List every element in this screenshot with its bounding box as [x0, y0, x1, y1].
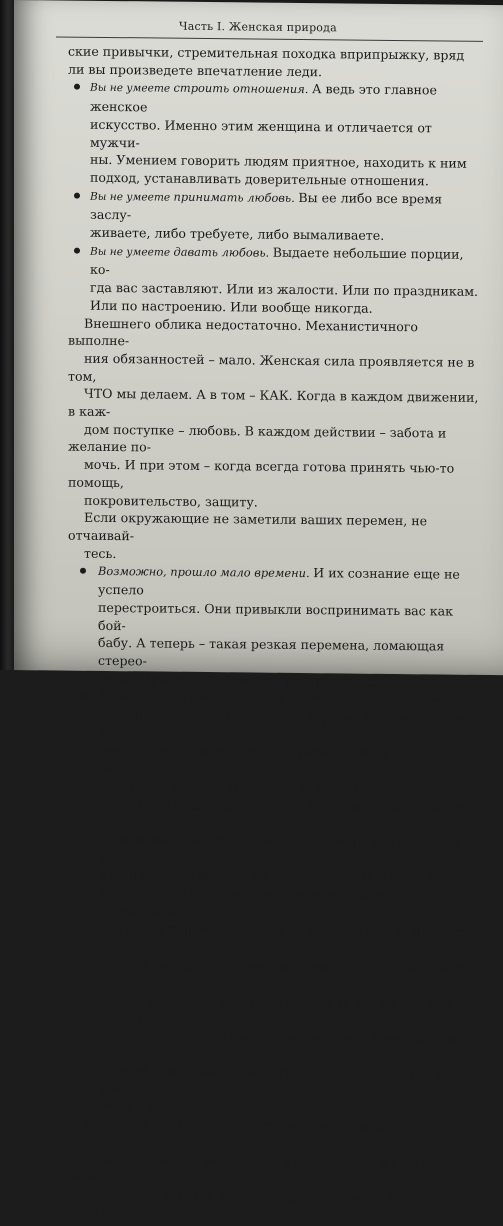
- text-line: только тогда, когда вам не придется никому это доказывать. Ко-: [68, 1186, 408, 1221]
- text-line: Если окружающие не заметили ваших перемен, не отчаивай-: [68, 510, 428, 544]
- text-line: перестроиться. Они привыкли воспринимать вас как бой-: [98, 599, 453, 633]
- lead-phrase: Вы не умеете: [90, 82, 174, 96]
- text-line: ния своих перемен. Никому не понравится, если вы что-то: [98, 921, 478, 955]
- text-line: подход, устанавливать доверительные отношения.: [90, 169, 429, 189]
- bullet-item: [68, 186, 480, 245]
- emphasis-phrase: Возможно, прошло мало времени.: [98, 564, 314, 581]
- bullet-dot: [74, 84, 80, 90]
- bullet-dot: [80, 693, 86, 699]
- bullet-dot: [74, 247, 80, 253]
- bullet-item: [68, 883, 480, 1119]
- text-line: Возможно, прошло мало времени. И их сознание еще не успело: [98, 564, 460, 598]
- paragraph: [68, 314, 480, 513]
- running-header: Часть I. Женская природа: [179, 19, 337, 35]
- emphasis-phrase: принимать любовь.: [173, 189, 299, 205]
- bullet-item: [68, 78, 480, 191]
- text-line: ские привычки, стремительная походка вприпрыжку, вряд: [68, 43, 465, 63]
- text-line: живаете, либо требуете, либо вымаливаете.: [90, 224, 385, 243]
- text-line: покровительство, защиту.: [84, 492, 258, 510]
- paragraph: [68, 509, 480, 566]
- paragraph: [68, 1115, 480, 1226]
- text-line: Внешнего облика недостаточно. Механистичного выполне-: [68, 315, 418, 349]
- header-rule: [56, 36, 483, 41]
- text-line: типы. Просто продолжайте раскрывать свою суть.: [98, 670, 436, 690]
- text-line: никогда не носили платьев и украшений, а сейчас разре-: [98, 742, 437, 776]
- lead-phrase: Вы не умеете: [90, 245, 174, 259]
- text-line: дом поступке – любовь. В каждом действии – забота и желание по-: [68, 421, 447, 455]
- text-line: с собой сделали, а потом «выставили счет». Например, «я: [98, 956, 470, 990]
- text-line: Вы не умеете давать любовь. Выдаете небольшие порции, ко-: [90, 244, 464, 278]
- text-line: бабу. А теперь – такая резкая перемена, ломающая стерео-: [98, 635, 445, 669]
- text-line: го, чтобы заставить измениться другого, – пустая трата вре-: [98, 1062, 473, 1096]
- text-line: тесь.: [84, 545, 117, 561]
- text-line: женщина. Это долгий, но очень увлекательный процесс.: [98, 866, 479, 886]
- text-line: Вы не умеете строить отношения. А ведь это главное женское: [90, 81, 437, 115]
- text-line: ния обязанностей – мало. Женская сила проявляется не в том,: [68, 350, 475, 384]
- text-line: статочно. Нужно идти дальше и глубже. Учиться вести себя: [98, 795, 470, 829]
- emphasis-phrase: Возможно, вы слишком сильно ждете одобрения и подтвержде-: [98, 884, 417, 919]
- text-line: мени и сил.: [98, 1098, 176, 1115]
- paragraph-continued: [68, 43, 480, 83]
- book-page: [14, 0, 503, 1221]
- emphasis-phrase: Возможно, вы пока не прошли внутренней трансформации.: [98, 689, 473, 708]
- page-body: [68, 43, 480, 1226]
- lead-phrase: Вы не умеете: [90, 190, 174, 204]
- text-line: ны. Умением говорить людям приятное, находить к ним: [90, 152, 467, 171]
- text-line: ли вы произведете впечатление леди.: [68, 61, 323, 79]
- bullet-dot: [74, 192, 80, 198]
- text-line: иду на жертву – и ношу платья. Но за это ты должен начать: [98, 992, 452, 1026]
- text-line: мочь. И при этом – когда всегда готова принять чью-то помощь,: [68, 456, 455, 491]
- text-line: ворить о том, что вы глубоко и естественно женственны, можно: [68, 1151, 467, 1185]
- text-line: Меняться стоит. Раскрывать свою женственность стоит. Но го-: [68, 1115, 463, 1149]
- bullet-item: [68, 241, 480, 318]
- text-line: [98, 883, 480, 924]
- emphasis-phrase: строить отношения.: [173, 81, 313, 97]
- text-line: Или по настроению. Или вообще никогда.: [90, 297, 373, 316]
- bullet-dot: [80, 889, 86, 895]
- text-line: искусство. Именно этим женщина и отличается от мужчи-: [90, 116, 432, 150]
- text-line: по-женски, двигаться, говорить, думать и чувствовать как: [98, 830, 461, 864]
- emphasis-phrase: давать любовь.: [173, 244, 273, 260]
- text-line: больше зарабатывать». Так не работает. Меняться ради то-: [98, 1027, 474, 1061]
- text-line: гда вас заставляют. Или из жалости. Или по праздникам.: [90, 279, 479, 300]
- bullet-item: [68, 687, 480, 887]
- text-line: Вы не умеете принимать любовь. Вы ее либо все время заслу-: [90, 189, 443, 223]
- bullet-item: [68, 562, 480, 691]
- text-line: Возможно, вы пока не прошли внутренней трансформации. Внешние перемены – это тоже хорошо. Особенно если вы: [98, 689, 473, 740]
- bullet-dot: [80, 568, 86, 574]
- text-line: шили себе все это. Просто помните, что внешнего недо-: [98, 777, 476, 797]
- text-line: ЧТО мы делаем. А в том – КАК. Когда в каждом движении, в каж-: [68, 386, 479, 420]
